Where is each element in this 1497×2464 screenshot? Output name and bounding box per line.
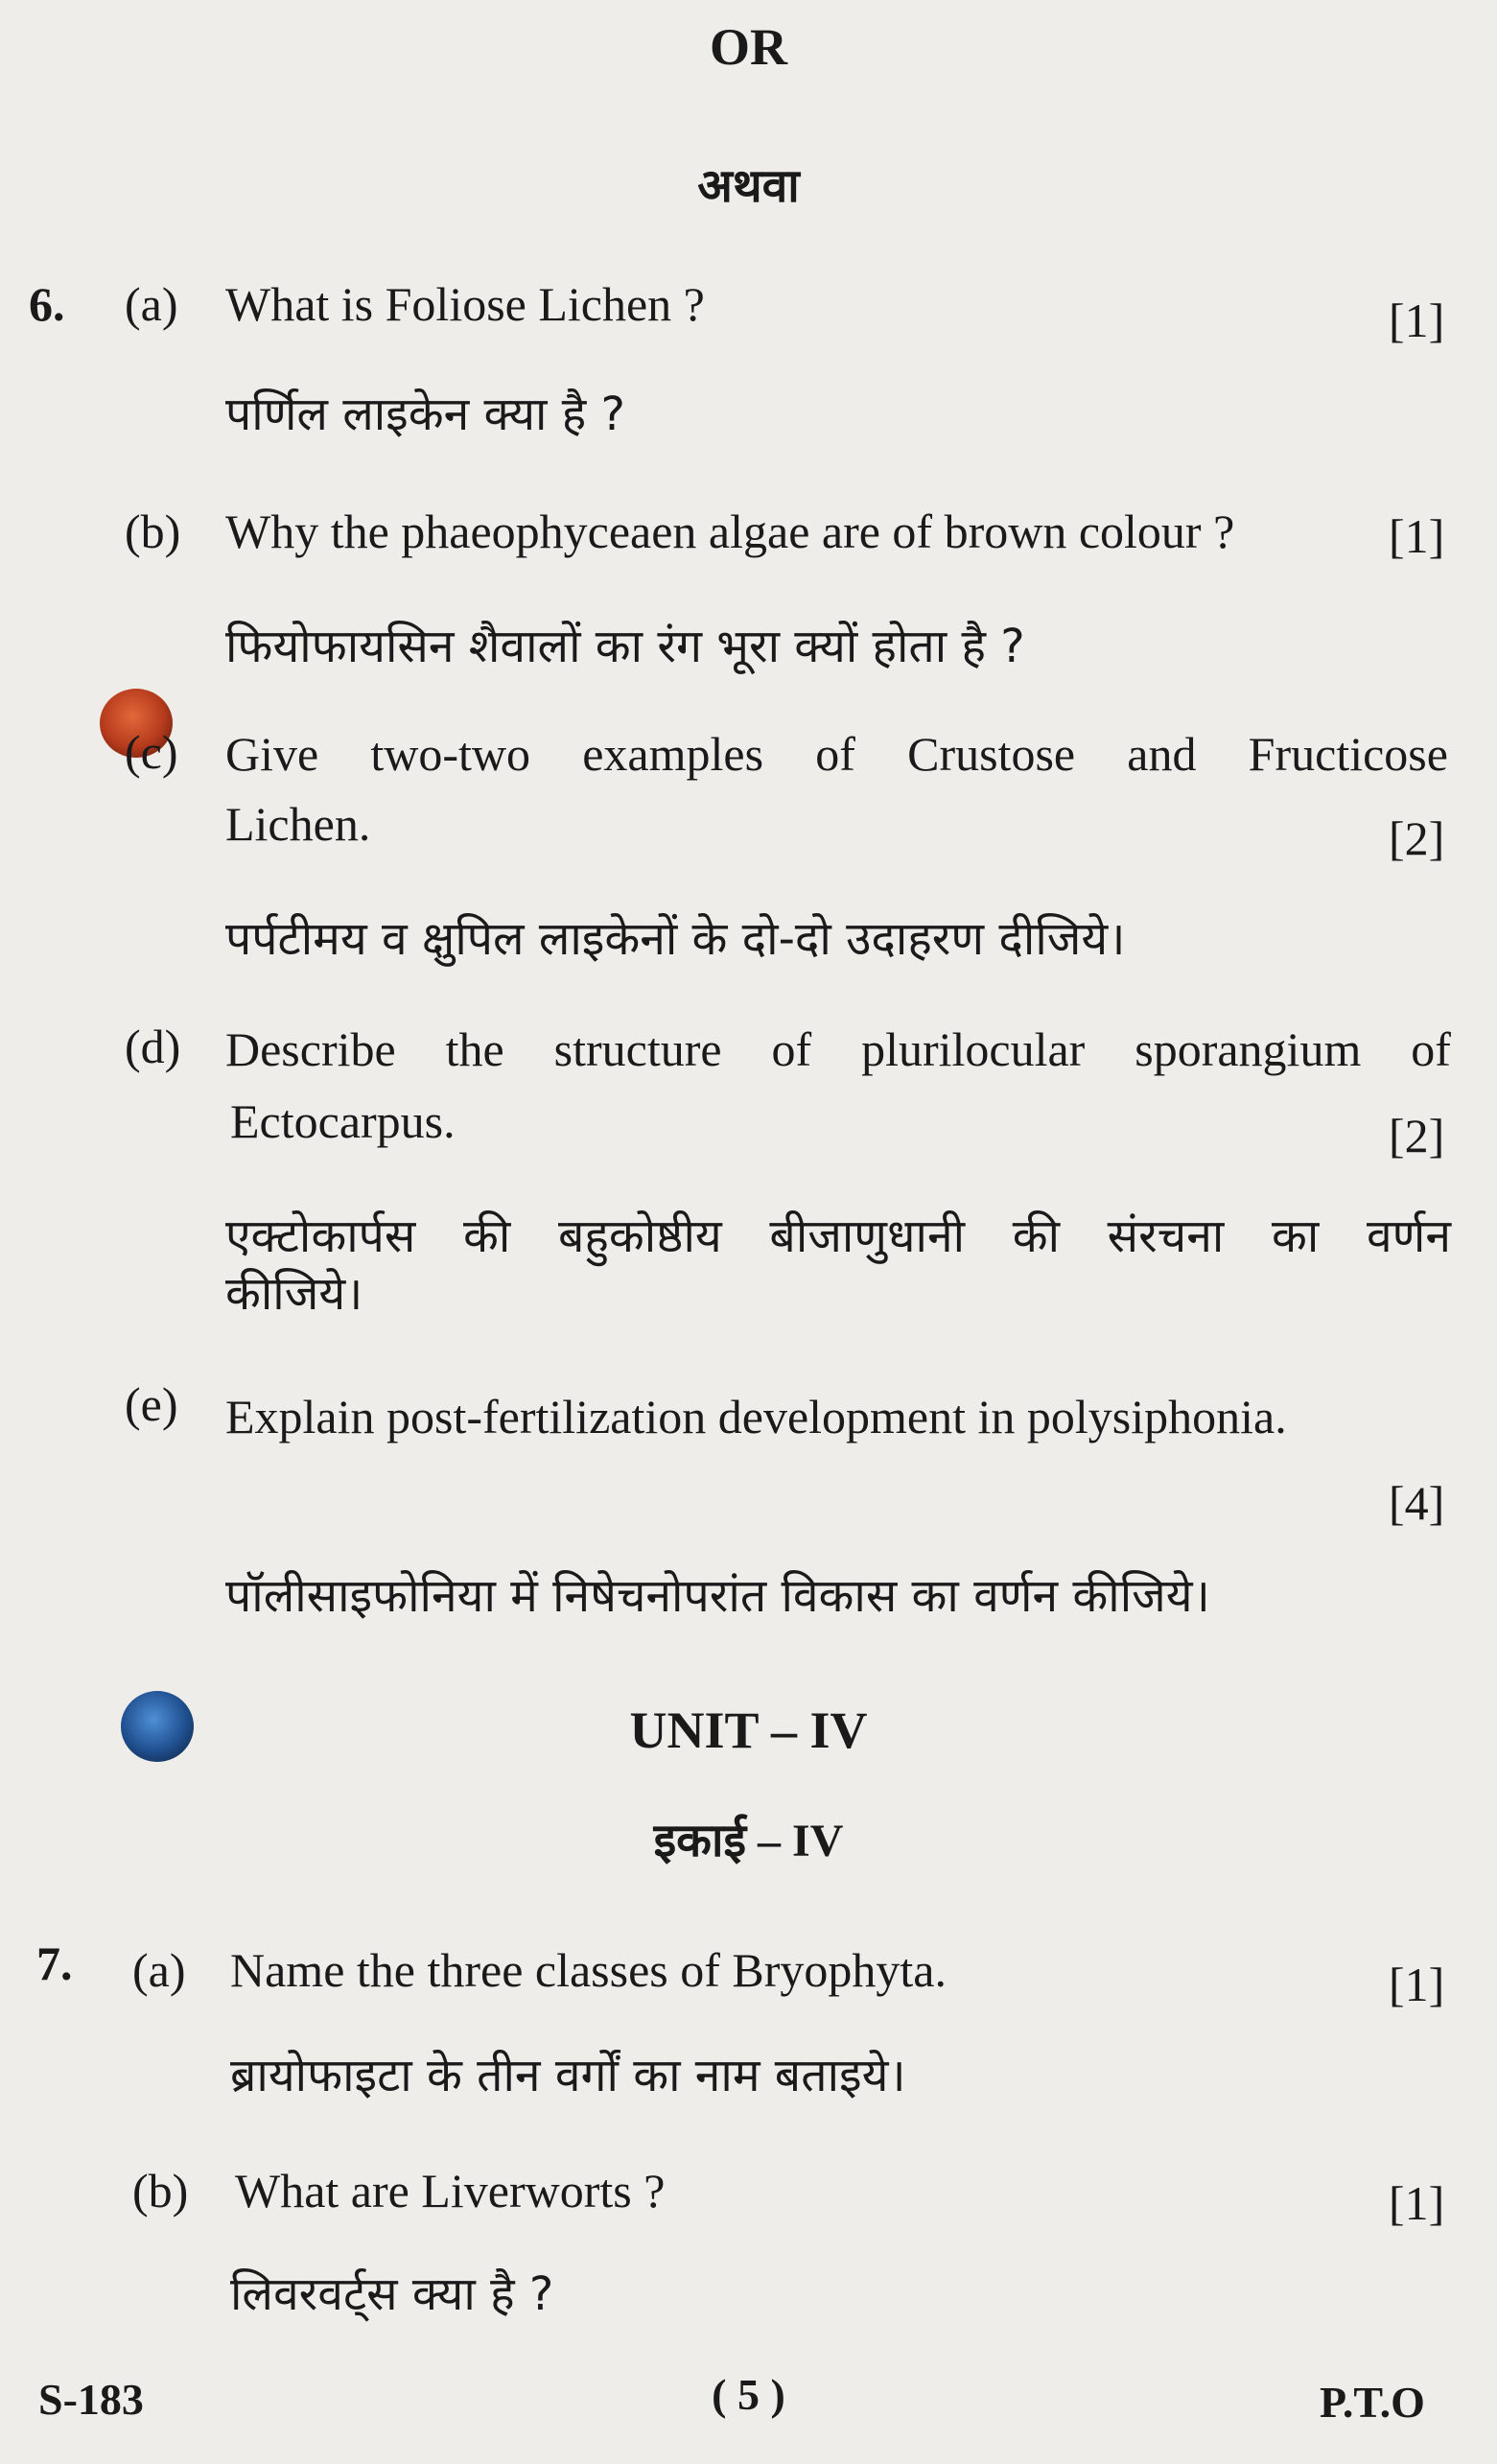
- q6d-label: (d): [125, 1020, 181, 1073]
- question-number-7: 7.: [36, 1936, 73, 1990]
- page-number: ( 5 ): [712, 2370, 785, 2419]
- q6a-marks: [1]: [1389, 293, 1445, 347]
- q6c-word: examples: [582, 727, 764, 781]
- q6d-text-en-line1: [225, 1021, 1451, 1077]
- q6b-text-en: Why the phaeophyceaen algae are of brown colour ?: [225, 505, 1235, 558]
- or-heading-hi: अथवा: [697, 161, 800, 212]
- q6c-text-en-line1: [225, 726, 1448, 782]
- q7b-text-en: What are Liverworts ?: [235, 2164, 666, 2218]
- unit-heading-hi: इकाई – IV: [653, 1816, 844, 1866]
- q6e-label: (e): [125, 1377, 178, 1431]
- q7b-marks: [1]: [1389, 2176, 1445, 2230]
- q7a-text-en: Name the three classes of Bryophyta.: [230, 1943, 947, 1997]
- q6b-marks: [1]: [1389, 509, 1445, 563]
- q6d-marks: [2]: [1389, 1109, 1445, 1162]
- q6e-marks: [4]: [1389, 1476, 1445, 1530]
- q6d-hi-word: वर्णन: [1366, 1209, 1451, 1263]
- q6c-word: Fructicose: [1248, 727, 1448, 781]
- q6d-word: structure: [553, 1022, 722, 1076]
- question-number-6: 6.: [29, 277, 65, 331]
- q6d-text-hi-line1: [225, 1204, 1451, 1266]
- q6a-label: (a): [125, 277, 178, 331]
- q6d-word: sporangium: [1134, 1022, 1362, 1076]
- q6c-label: (c): [125, 725, 178, 779]
- q6c-word: of: [815, 727, 855, 781]
- q6d-hi-word: बीजाणुधानी: [769, 1209, 966, 1263]
- q6c-marks: [2]: [1389, 811, 1445, 865]
- q6d-word: the: [445, 1022, 504, 1076]
- q6e-text-hi: पॉलीसाइफोनिया में निषेचनोपरांत विकास का वर्णन कीजिये।: [225, 1569, 1210, 1623]
- q6c-word: Crustose: [907, 727, 1076, 781]
- q7b-label: (b): [132, 2164, 189, 2218]
- q6d-hi-word: संरचना: [1107, 1209, 1225, 1263]
- pto-text: P.T.O: [1320, 2378, 1425, 2427]
- q6c-text-hi: पर्पटीमय व क्षुपिल लाइकेनों के दो-दो उदाहरण दीजिये।: [225, 912, 1126, 966]
- q6d-hi-word: एक्टोकार्पस: [225, 1209, 416, 1263]
- q6c-word: and: [1127, 727, 1197, 781]
- q6d-word: Describe: [225, 1022, 396, 1076]
- q6d-hi-word: की: [1012, 1209, 1060, 1263]
- q6d-text-en-line2: Ectocarpus.: [230, 1094, 456, 1148]
- q6a-text-en: What is Foliose Lichen ?: [225, 277, 705, 331]
- q7a-label: (a): [132, 1943, 186, 1997]
- q7a-text-hi: ब्रायोफाइटा के तीन वर्गों का नाम बताइये।: [230, 2049, 906, 2102]
- q6c-word: Give: [225, 727, 319, 781]
- q6d-hi-word: बहुकोष्ठीय: [557, 1209, 722, 1263]
- q6d-word: of: [771, 1022, 812, 1076]
- q6c-text-en-line2: Lichen.: [225, 797, 371, 851]
- q6e-text-en: Explain post-fertilization development in polysiphonia.: [225, 1390, 1287, 1443]
- unit-heading-en: UNIT – IV: [629, 1701, 868, 1759]
- q6a-text-hi: पर्णिल लाइकेन क्या है ?: [225, 387, 625, 441]
- q6d-word: plurilocular: [861, 1022, 1086, 1076]
- q6b-text-hi: फियोफायसिन शैवालों का रंग भूरा क्यों होता है ?: [225, 620, 1025, 673]
- or-heading-en: OR: [710, 18, 787, 76]
- q6d-word: of: [1411, 1022, 1451, 1076]
- q7a-marks: [1]: [1389, 1958, 1445, 2011]
- q6d-text-hi-line2: कीजिये।: [225, 1267, 363, 1321]
- q6d-hi-word: की: [463, 1209, 511, 1263]
- q6d-hi-word: का: [1271, 1209, 1320, 1263]
- q6c-word: two-two: [370, 727, 531, 781]
- paper-code: S-183: [38, 2375, 144, 2424]
- q6b-label: (b): [125, 505, 181, 558]
- q7b-text-hi: लिवरवर्ट्स क्या है ?: [230, 2267, 554, 2321]
